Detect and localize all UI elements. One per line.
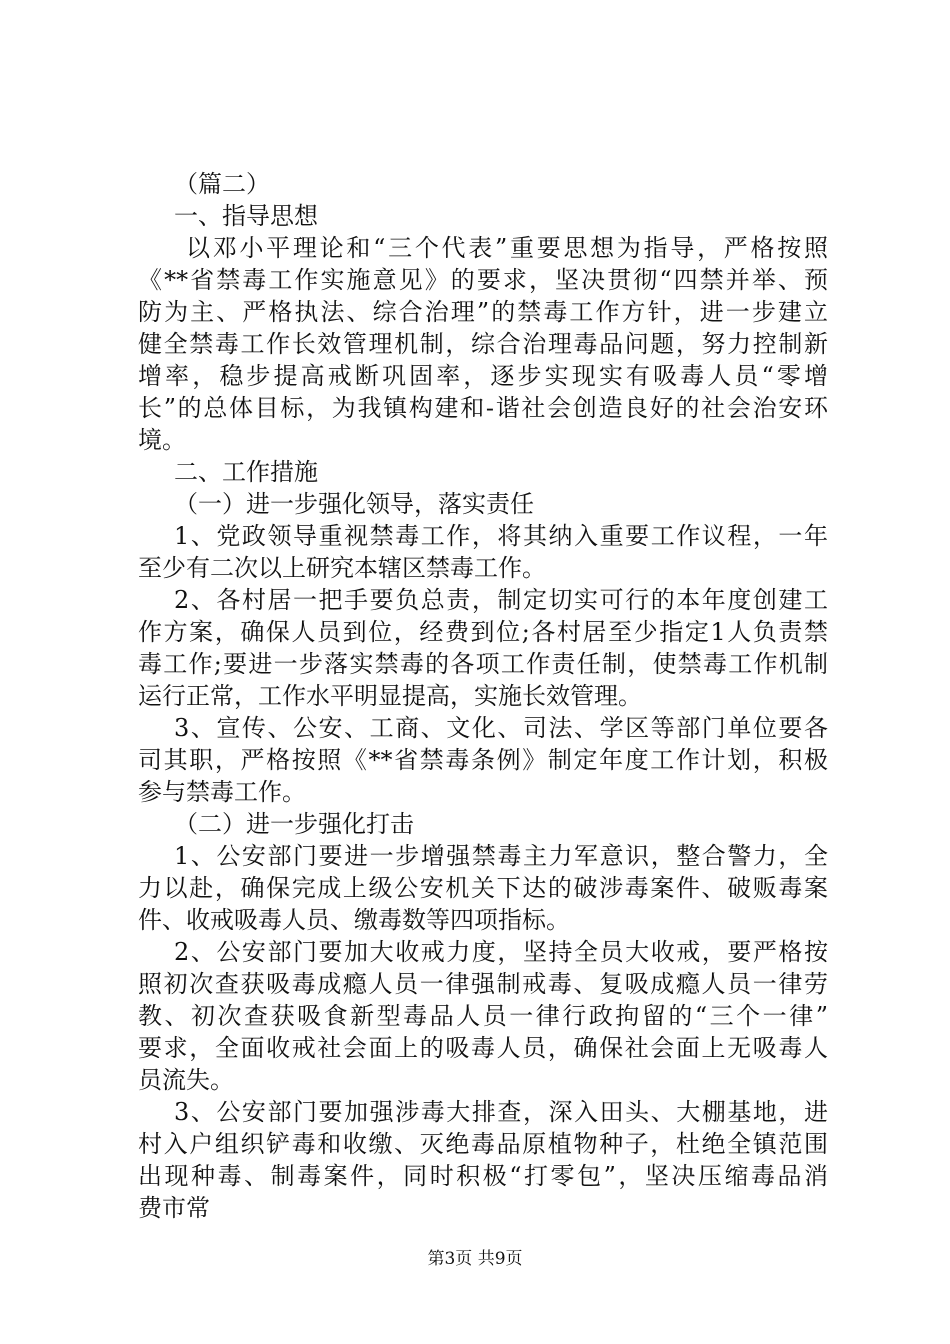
text-line: 照初次查获吸毒成瘾人员一律强制戒毒、复吸成瘾人员一律劳: [138, 970, 828, 998]
text-line: 增率，稳步提高戒断巩固率，逐步实现实有吸毒人员“零增: [138, 362, 828, 390]
text-line: 《**省禁毒工作实施意见》的要求，坚决贯彻“四禁并举、预: [138, 266, 828, 294]
text-line: 3、公安部门要加强涉毒大排查，深入田头、大棚基地，进: [174, 1098, 828, 1126]
text-line: 以邓小平理论和“三个代表”重要思想为指导，严格按照: [186, 234, 828, 262]
text-line: 2、公安部门要加大收戒力度，坚持全员大收戒，要严格按: [174, 938, 828, 966]
text-line: 司其职，严格按照《**省禁毒条例》制定年度工作计划，积极: [138, 746, 828, 774]
text-line: 作方案，确保人员到位，经费到位;各村居至少指定1人负责禁: [138, 618, 828, 646]
text-line: 3、宣传、公安、工商、文化、司法、学区等部门单位要各: [174, 714, 828, 742]
text-line: 要求，全面收戒社会面上的吸毒人员，确保社会面上无吸毒人: [138, 1034, 828, 1062]
text-line: 健全禁毒工作长效管理机制，综合治理毒品问题，努力控制新: [138, 330, 828, 358]
text-line: （一）进一步强化领导，落实责任: [174, 490, 534, 518]
text-line: 境。: [138, 426, 186, 454]
text-line: 力以赴，确保完成上级公安机关下达的破涉毒案件、破贩毒案: [138, 874, 828, 902]
document-body: [138, 168, 828, 1224]
page-footer: 第3页 共9页: [427, 1249, 523, 1269]
text-line: 1、党政领导重视禁毒工作，将其纳入重要工作议程，一年: [174, 522, 828, 550]
text-line: 出现种毒、制毒案件，同时积极“打零包”，坚决压缩毒品消: [138, 1162, 828, 1190]
text-line: 教、初次查获吸食新型毒品人员一律行政拘留的“三个一律”: [138, 1002, 828, 1030]
text-line: 长”的总体目标，为我镇构建和-谐社会创造良好的社会治安环: [138, 394, 828, 422]
text-line: 村入户组织铲毒和收缴、灭绝毒品原植物种子，杜绝全镇范围: [138, 1130, 828, 1158]
text-line: 运行正常，工作水平明显提高，实施长效管理。: [138, 682, 642, 710]
text-line: （篇二）: [174, 170, 270, 198]
text-line: 二、工作措施: [174, 458, 318, 486]
text-line: 参与禁毒工作。: [138, 778, 306, 806]
text-line: （二）进一步强化打击: [174, 810, 414, 838]
text-line: 费市常: [138, 1194, 210, 1222]
text-line: 1、公安部门要进一步增强禁毒主力军意识，整合警力，全: [174, 842, 828, 870]
text-line: 至少有二次以上研究本辖区禁毒工作。: [138, 554, 546, 582]
text-line: 件、收戒吸毒人员、缴毒数等四项指标。: [138, 906, 570, 934]
text-line: 员流失。: [138, 1066, 234, 1094]
text-line: 2、各村居一把手要负总责，制定切实可行的本年度创建工: [174, 586, 828, 614]
text-line: 防为主、严格执法、综合治理”的禁毒工作方针，进一步建立: [138, 298, 828, 326]
text-line: 一、指导思想: [174, 202, 318, 230]
text-line: 毒工作;要进一步落实禁毒的各项工作责任制，使禁毒工作机制: [138, 650, 828, 678]
